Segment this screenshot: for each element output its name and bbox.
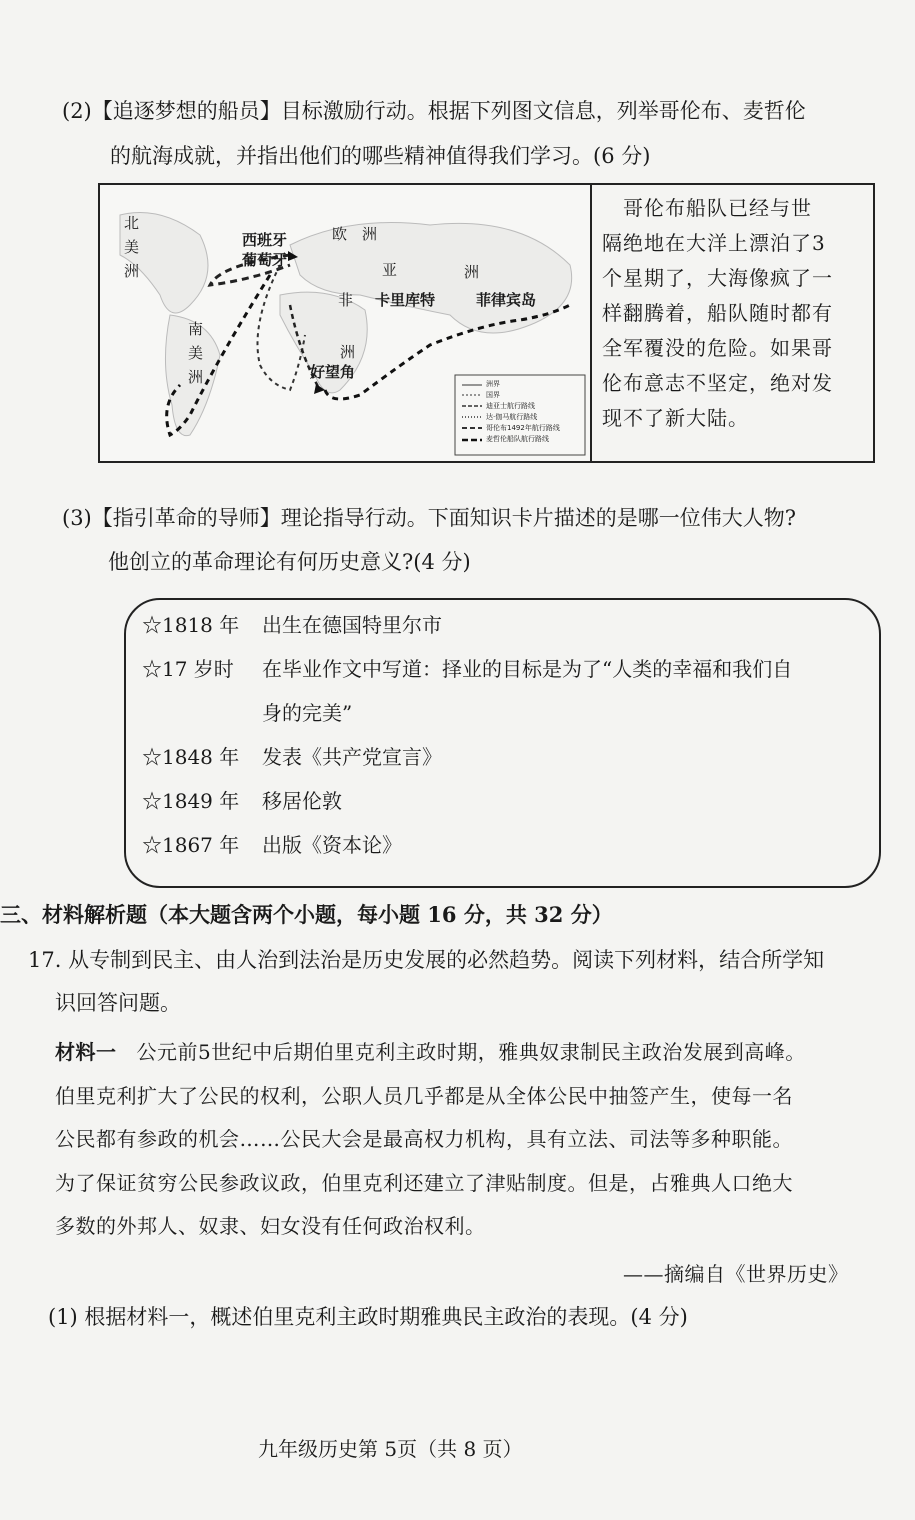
legend-item: 达·伽马航行路线 [486,413,538,421]
quote-line: 全军覆没的危险。如果哥 [602,336,833,360]
voyage-map [100,185,592,461]
quote-line: 伦布意志不坚定，绝对发 [602,371,833,395]
q2-line-1: (2)【追逐梦想的船员】目标激励行动。根据下列图文信息，列举哥伦布、麦哲伦 [62,99,806,123]
map-label-asia-2: 洲 [464,263,480,281]
map-label-spain: 西班牙 [242,231,288,249]
material-1-line: 伯里克利扩大了公民的权利，公职人员几乎都是从全体公民中抽签产生，使每一名 [55,1084,793,1108]
card-year: ☆1818 年 [142,613,240,637]
card-text: 出版《资本论》 [262,833,402,857]
card-row [142,786,342,816]
card-text: 移居伦敦 [262,789,342,813]
legend-item: 迪亚士航行路线 [486,402,535,410]
material-1-text: 公元前5世纪中后期伯里克利主政时期，雅典奴隶制民主政治发展到高峰。 [136,1040,806,1064]
card-row [142,654,792,684]
map-label-calicut: 卡里库特 [375,291,436,309]
card-row [142,610,442,640]
material-1-line: 公民都有参政的机会……公民大会是最高权力机构，具有立法、司法等多种职能。 [55,1127,793,1151]
q17-line-1: 17. 从专制到民主、由人治到法治是历史发展的必然趋势。阅读下列材料，结合所学知 [28,948,825,972]
figure-table [98,183,875,463]
map-label-philippines: 菲律宾岛 [476,291,537,309]
card-year: ☆1848 年 [142,745,240,769]
q3-line-1: (3)【指引革命的导师】理论指导行动。下面知识卡片描述的是哪一位伟大人物? [62,506,797,530]
map-label-portugal: 葡萄牙 [242,251,288,269]
legend-item: 国界 [486,391,500,399]
section-3-title: 三、材料解析题（本大题含两个小题，每小题 16 分，共 32 分） [0,902,613,927]
card-text: 发表《共产党宣言》 [262,745,442,769]
map-label-europe: 欧 洲 [332,225,378,243]
map-label-africa-1: 非 [338,291,354,309]
map-label-africa-2: 洲 [340,343,356,361]
knowledge-card [124,598,881,888]
card-text: 在毕业作文中写道：择业的目标是为了“人类的幸福和我们自 [262,657,793,681]
columbus-quote [592,185,873,461]
card-row [142,830,402,860]
material-1-label: 材料一 [55,1040,117,1064]
q17-1: (1) 根据材料一，概述伯里克利主政时期雅典民主政治的表现。(4 分) [48,1305,688,1329]
card-year: ☆1849 年 [142,789,240,813]
map-label-asia-1: 亚 [382,261,398,279]
card-row [142,742,442,772]
card-row [142,698,352,728]
map-label-south-america: 南美洲 [188,320,204,386]
quote-line: 隔绝地在大洋上漂泊了3 [602,231,826,255]
legend-item: 洲界 [486,380,500,388]
legend-item: 麦哲伦船队航行路线 [486,435,549,443]
map-label-cape: 好望角 [310,363,356,381]
quote-line: 现不了新大陆。 [602,406,749,430]
material-1-source: ——摘编自《世界历史》 [623,1262,849,1286]
q2-line-2: 的航海成就，并指出他们的哪些精神值得我们学习。(6 分) [110,144,651,168]
map-label-north-america: 北美洲 [124,214,140,280]
page-footer: 九年级历史第 5页（共 8 页） [258,1437,523,1461]
map-legend [486,379,560,445]
quote-line: 样翻腾着，船队随时都有 [602,301,833,325]
material-1-line [55,1037,806,1067]
card-year: ☆1867 年 [142,833,240,857]
card-text: 出生在德国特里尔市 [262,613,442,637]
card-text: 身的完美” [262,701,353,725]
material-1-line: 为了保证贫穷公民参政议政，伯里克利还建立了津贴制度。但是，占雅典人口绝大 [55,1171,793,1195]
q17-line-2: 识回答问题。 [55,991,181,1015]
q3-line-2: 他创立的革命理论有何历史意义?(4 分) [108,550,471,574]
material-1-line: 多数的外邦人、奴隶、妇女没有任何政治权利。 [55,1214,486,1238]
quote-line: 哥伦布船队已经与世 [602,196,812,220]
card-year: ☆17 岁时 [142,657,234,681]
legend-item: 哥伦布1492年航行路线 [486,424,560,432]
quote-line: 个星期了，大海像疯了一 [602,266,833,290]
